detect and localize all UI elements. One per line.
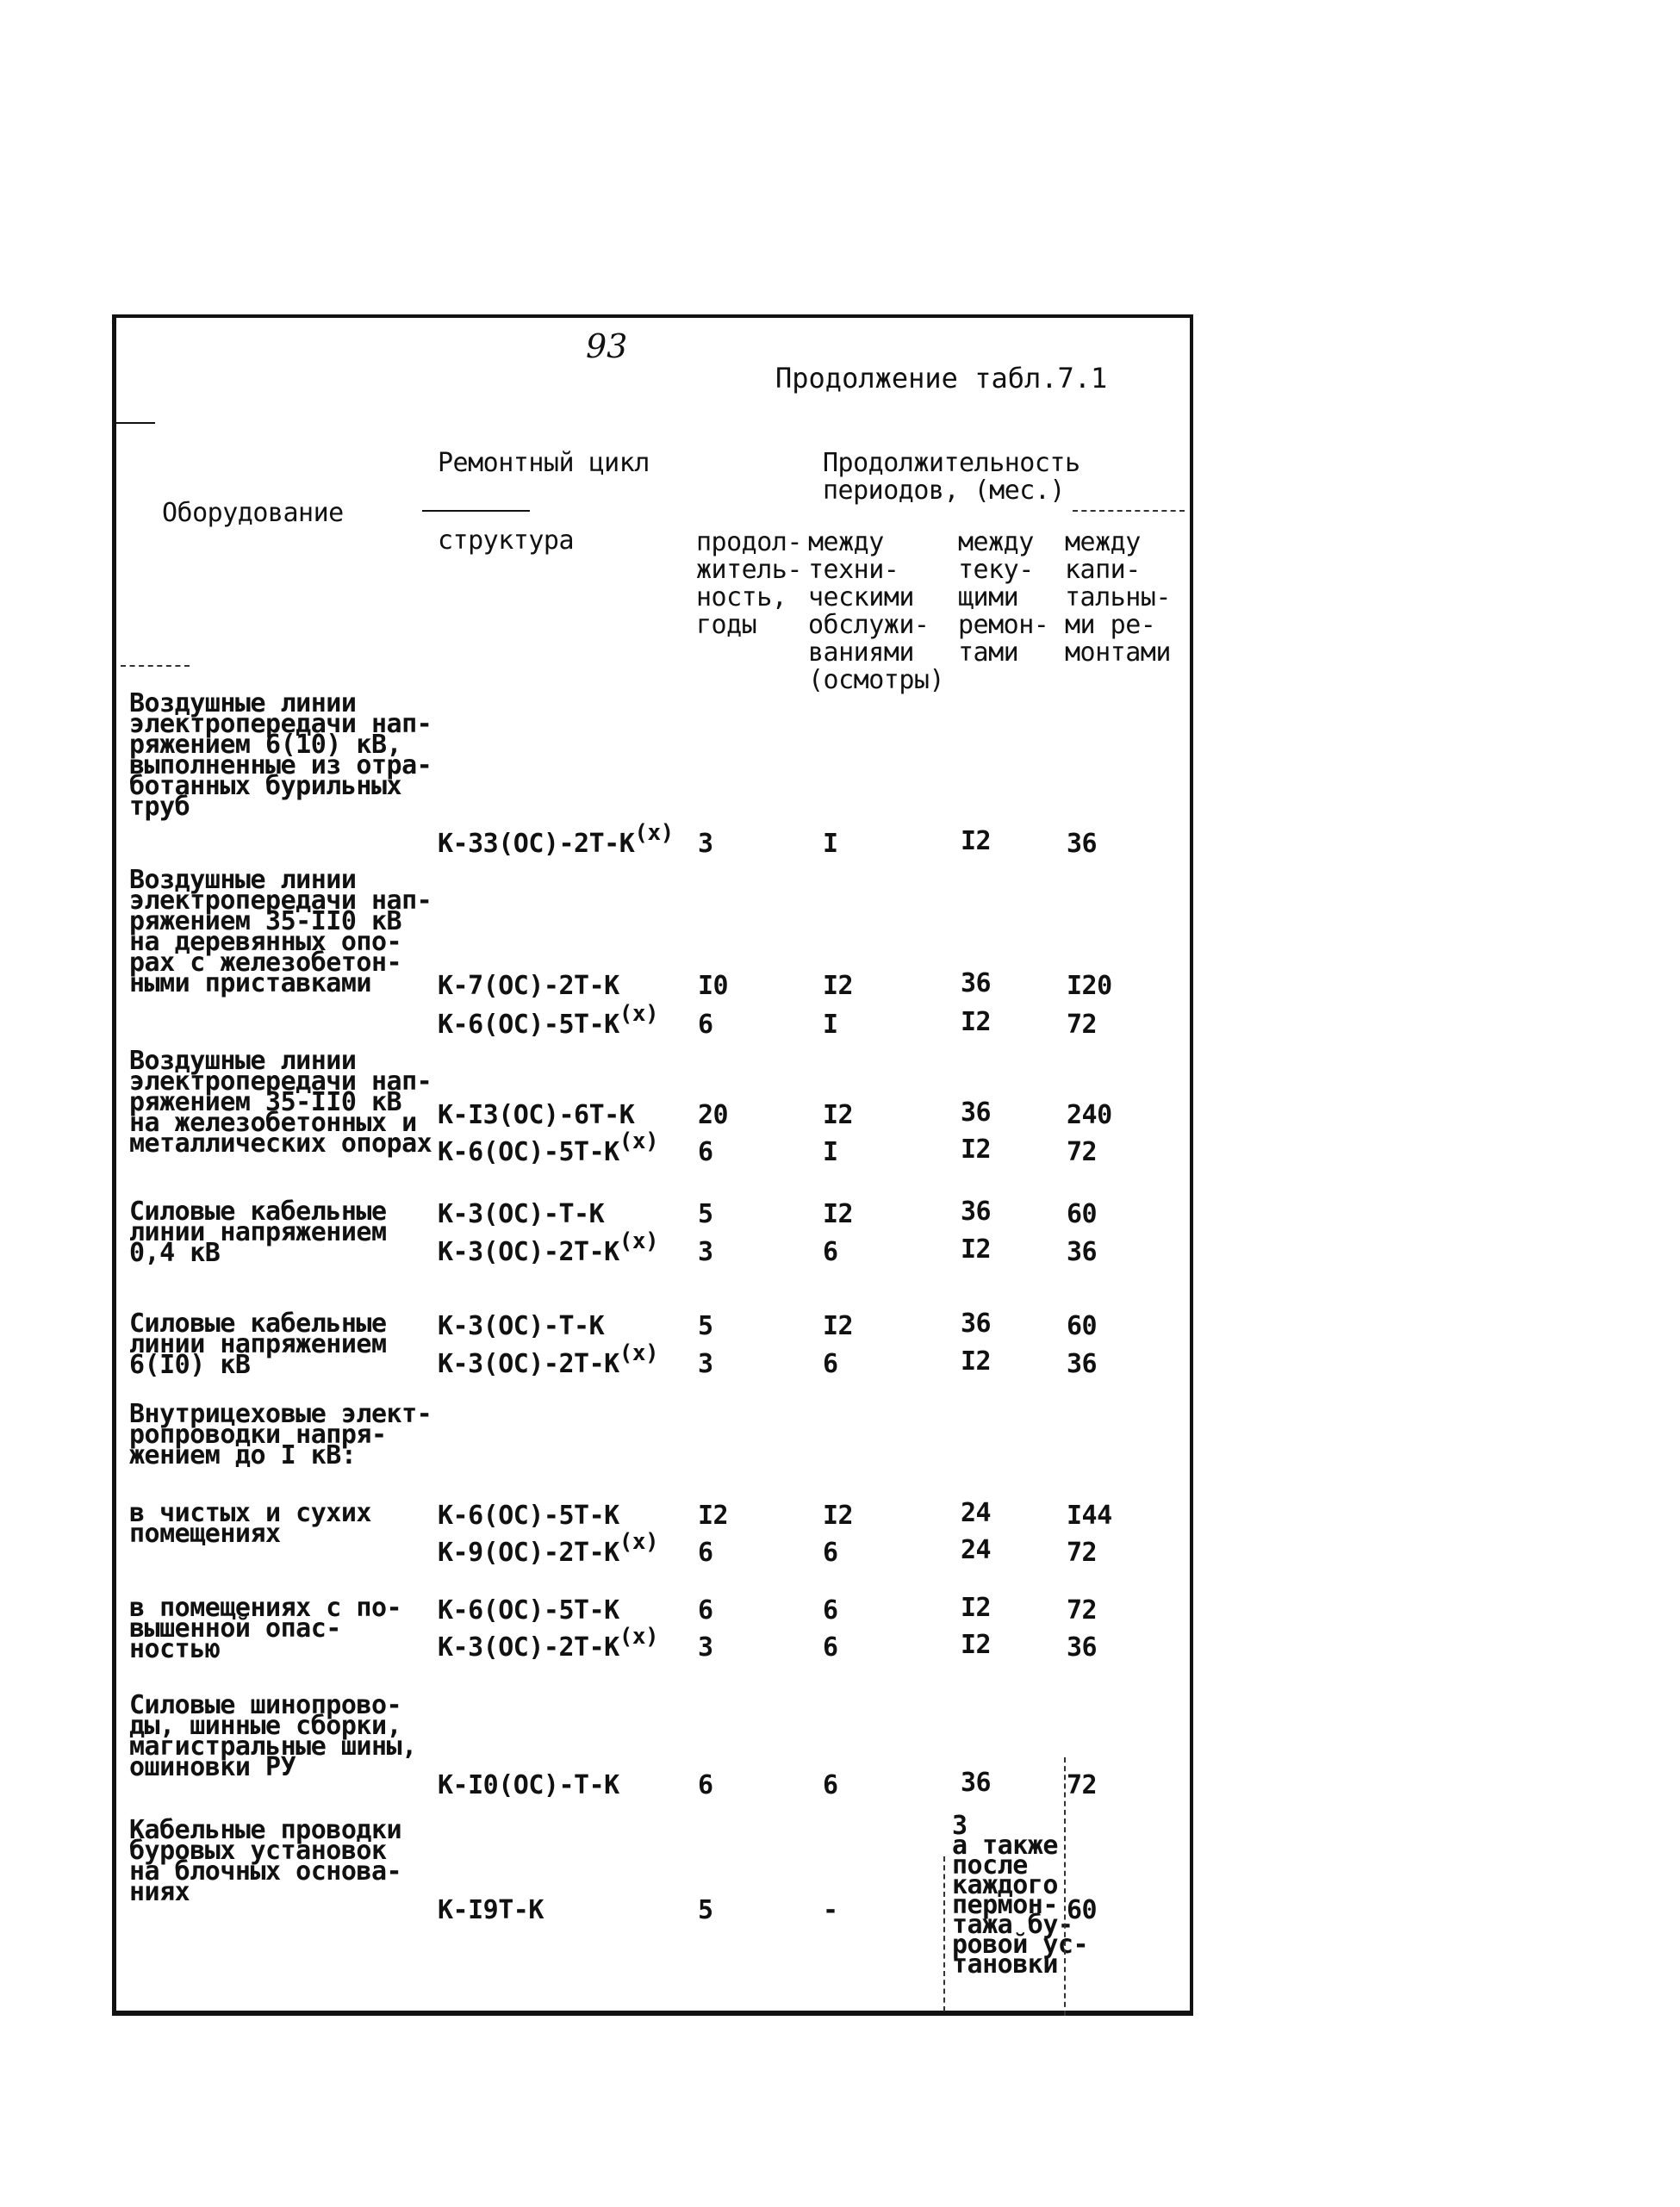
maintenance-interval-cell: 6: [823, 1237, 838, 1267]
current-repair-interval-cell: I2: [961, 1630, 992, 1660]
equipment-cell: Кабельные проводки буровых установок на блочных основа- ниях: [129, 1815, 402, 1907]
maintenance-interval-cell: 6: [823, 1770, 838, 1800]
footnote-mark: (х): [619, 1228, 659, 1254]
structure-cell: К-I0(ОС)-Т-К: [438, 1770, 619, 1800]
structure-cell: К-I9Т-К: [438, 1895, 544, 1925]
equipment-cell: Силовые шинопрово- ды, шинные сборки, магистральные шины, ошиновки РУ: [129, 1690, 417, 1782]
current-repair-interval-cell: I2: [961, 1007, 992, 1037]
maintenance-interval-cell: -: [823, 1895, 838, 1925]
structure-cell: $К-3(ОС)-2Т-К^{(х)}$: [438, 1624, 659, 1663]
page-number: 93: [586, 327, 628, 365]
header-between-maintenance: между техни- ческими обслужи- ваниями (осмотры): [808, 527, 945, 695]
header-repair-cycle: Ремонтный цикл: [438, 448, 650, 478]
header-duration-periods: Продолжительность периодов, (мес.): [823, 448, 1080, 506]
structure-cell: $К-3(ОС)-2Т-К^{(х)}$: [438, 1340, 659, 1379]
note-divider-right: [1064, 1757, 1066, 2016]
equipment-cell: в помещениях с по- вышенной опас- ностью: [129, 1593, 402, 1664]
header-structure: структура: [438, 525, 575, 556]
structure-cell: К-6(ОС)-5Т-К: [438, 1501, 619, 1531]
duration-years-cell: 6: [698, 1770, 713, 1800]
duration-years-cell: 6: [698, 1538, 713, 1568]
current-repair-interval-cell: 24: [961, 1535, 992, 1565]
duration-years-cell: I0: [698, 971, 729, 1001]
current-repair-interval-cell: 36: [961, 1197, 992, 1227]
duration-years-cell: 3: [698, 1237, 713, 1267]
header-duration-years: продол- житель- ность, годы: [696, 527, 802, 640]
capital-repair-interval-cell: 36: [1067, 829, 1098, 859]
capital-repair-interval-cell: 72: [1067, 1010, 1098, 1040]
current-repair-interval-cell: 36: [961, 1097, 992, 1128]
footnote-mark: (х): [634, 820, 674, 846]
equipment-cell: Силовые кабельные линии напряжением 0,4 кВ: [129, 1197, 387, 1268]
header-between-current: между теку- щими ремон- тами: [958, 527, 1049, 668]
structure-cell: К-3(ОС)-Т-К: [438, 1311, 605, 1341]
duration-years-cell: 5: [698, 1199, 713, 1229]
structure-cell: $К-3(ОС)-2Т-К^{(х)}$: [438, 1228, 659, 1267]
duration-years-cell: 6: [698, 1595, 713, 1626]
footnote-mark: (х): [619, 1529, 659, 1555]
current-repair-interval-cell: 3 а также после каждого пермон- тажа бу- ровой ус- тановки: [952, 1811, 1089, 1980]
capital-repair-interval-cell: 60: [1067, 1311, 1098, 1341]
maintenance-interval-cell: I: [823, 1137, 838, 1167]
duration-years-cell: 3: [698, 1349, 713, 1379]
capital-repair-interval-cell: 36: [1067, 1632, 1098, 1663]
capital-repair-interval-cell: 60: [1067, 1199, 1098, 1229]
current-repair-interval-cell: 36: [961, 968, 992, 998]
margin-tick: [112, 422, 155, 424]
maintenance-interval-cell: I2: [823, 1501, 854, 1531]
footnote-mark: (х): [619, 1624, 659, 1650]
duration-years-cell: 20: [698, 1100, 729, 1130]
header-between-capital: между капи- тальны- ми ре- монтами: [1065, 527, 1171, 668]
duration-years-cell: 6: [698, 1010, 713, 1040]
capital-repair-interval-cell: 240: [1067, 1100, 1112, 1130]
current-repair-interval-cell: I2: [961, 1135, 992, 1165]
maintenance-interval-cell: 6: [823, 1538, 838, 1568]
maintenance-interval-cell: 6: [823, 1632, 838, 1663]
maintenance-interval-cell: I2: [823, 1199, 854, 1229]
capital-repair-interval-cell: 72: [1067, 1137, 1098, 1167]
structure-cell: К-I3(ОС)-6Т-К: [438, 1100, 635, 1130]
maintenance-interval-cell: 6: [823, 1595, 838, 1626]
duration-years-cell: 5: [698, 1311, 713, 1341]
duration-years-cell: I2: [698, 1501, 729, 1531]
maintenance-interval-cell: 6: [823, 1349, 838, 1379]
capital-repair-interval-cell: 60: [1067, 1895, 1098, 1925]
structure-cell: $К-6(ОС)-5Т-К^{(х)}$: [438, 1001, 659, 1040]
footnote-mark: (х): [619, 1340, 659, 1366]
duration-years-cell: 6: [698, 1137, 713, 1167]
structure-cell: К-7(ОС)-2Т-К: [438, 971, 619, 1001]
maintenance-interval-cell: I2: [823, 1100, 854, 1130]
duration-years-cell: 5: [698, 1895, 713, 1925]
capital-repair-interval-cell: 36: [1067, 1237, 1098, 1267]
current-repair-interval-cell: I2: [961, 1234, 992, 1265]
footnote-mark: (х): [619, 1128, 659, 1154]
continuation-label: Продолжение табл.7.1: [775, 362, 1108, 395]
current-repair-interval-cell: I2: [961, 826, 992, 856]
current-repair-interval-cell: 36: [961, 1768, 992, 1798]
equipment-cell: Силовые кабельные линии напряжением 6(I0) кВ: [129, 1309, 387, 1380]
duration-years-cell: 3: [698, 1632, 713, 1663]
equipment-cell: Воздушные линии электропередачи нап- ряжением 35-II0 кВ на железобетонных и металлических опорах: [129, 1046, 432, 1159]
structure-cell: К-6(ОС)-5Т-К: [438, 1595, 619, 1626]
structure-cell: $К-9(ОС)-2Т-К^{(х)}$: [438, 1529, 659, 1568]
current-repair-interval-cell: I2: [961, 1593, 992, 1623]
capital-repair-interval-cell: 72: [1067, 1538, 1098, 1568]
current-repair-interval-cell: 36: [961, 1309, 992, 1339]
structure-cell: $К-6(ОС)-5Т-К^{(х)}$: [438, 1128, 659, 1167]
capital-repair-interval-cell: 72: [1067, 1770, 1098, 1800]
capital-repair-interval-cell: I20: [1067, 971, 1112, 1001]
equipment-cell: Воздушные линии электропередачи нап- ряжением 35-II0 кВ на деревянных опо- рах с железобетон- ными приставками: [129, 865, 432, 998]
header-rule: [422, 510, 530, 512]
equipment-cell: Воздушные линии электропередачи нап- ряжением 6(10) кВ, выполненные из отра- ботанных бурильных труб: [129, 688, 432, 822]
capital-repair-interval-cell: 72: [1067, 1595, 1098, 1626]
duration-years-cell: 3: [698, 829, 713, 859]
header-rule-dashed: [1073, 510, 1185, 512]
equipment-cell: в чистых и сухих помещениях: [129, 1498, 371, 1549]
margin-tick-2: [121, 665, 190, 667]
structure-cell: К-3(ОС)-Т-К: [438, 1199, 605, 1229]
header-equipment: Оборудование: [162, 498, 344, 528]
note-divider-left: [943, 1856, 945, 2011]
maintenance-interval-cell: I: [823, 829, 838, 859]
capital-repair-interval-cell: I44: [1067, 1501, 1112, 1531]
maintenance-interval-cell: I2: [823, 971, 854, 1001]
maintenance-interval-cell: I: [823, 1010, 838, 1040]
maintenance-interval-cell: I2: [823, 1311, 854, 1341]
capital-repair-interval-cell: 36: [1067, 1349, 1098, 1379]
equipment-cell: Внутрицеховые элект- ропроводки напря- жением до I кВ:: [129, 1399, 432, 1470]
current-repair-interval-cell: 24: [961, 1498, 992, 1528]
current-repair-interval-cell: I2: [961, 1346, 992, 1377]
footnote-mark: (х): [619, 1001, 659, 1027]
structure-cell: $К-33(ОС)-2Т-К^{(х)}$: [438, 820, 674, 859]
